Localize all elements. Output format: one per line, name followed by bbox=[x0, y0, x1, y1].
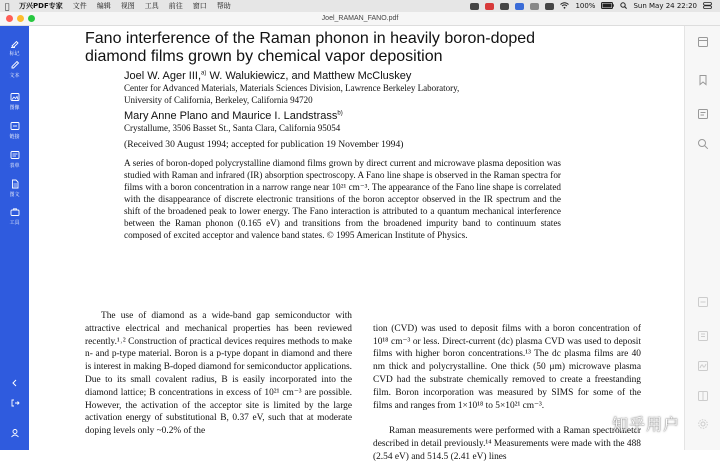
sidebar-item-label: 图文 bbox=[9, 192, 20, 198]
author-names: W. Walukiewicz, and Matthew McCluskey bbox=[206, 70, 412, 82]
comment-icon[interactable] bbox=[697, 108, 709, 120]
sidebar-item-image[interactable] bbox=[0, 92, 29, 111]
authors-line-1 bbox=[124, 70, 411, 82]
menubar-status-area bbox=[470, 2, 720, 11]
pdf-page-view[interactable] bbox=[29, 26, 684, 462]
collapse-icon bbox=[10, 378, 20, 388]
affiliation-line: University of California, Berkeley, California 94720 bbox=[124, 94, 313, 105]
status-app-icon[interactable] bbox=[500, 3, 509, 10]
sidebar-item-tools[interactable] bbox=[0, 207, 29, 226]
menu-edit[interactable]: 编辑 bbox=[96, 2, 111, 10]
window-title: Joel_RAMAN_FANO.pdf bbox=[321, 15, 399, 22]
settings-icon[interactable] bbox=[697, 418, 709, 430]
sidebar-item-form[interactable] bbox=[0, 150, 29, 169]
paragraph: tion (CVD) was used to deposit films with a boron concentration of 10¹⁸ cm⁻³ or less. Direct-current (dc) plasma CVD was used to deposit films with higher boron concentrations.¹³ The dc plasma films are 40 nm thick and polycrystalline. One thick (50 μm) microwave plasma CVD had the substrate chemically removed to create a freestanding film. Boron incorporation was measured by SIMS for some of the films and ranges from 1×10¹⁸ to 5×10²¹ cm⁻³. bbox=[373, 323, 641, 411]
sidebar-navigation-button[interactable] bbox=[0, 398, 29, 410]
footnote-marker: b) bbox=[337, 110, 343, 117]
macos-menubar bbox=[0, 0, 720, 12]
affiliation-line: Center for Advanced Materials, Materials Sciences Division, Lawrence Berkeley Laboratory, bbox=[124, 83, 460, 93]
toolbox-icon bbox=[10, 207, 20, 217]
wifi-icon[interactable] bbox=[560, 2, 569, 11]
pen-icon bbox=[10, 60, 20, 70]
abstract: A series of boron-doped polycrystalline diamond films grown by direct current and microwave plasma deposition was studied with Raman and infrared (IR) absorption spectroscopy. A Fano line shape is observed in the Raman spectra for films with a boron concentration in a narrow range near 10²¹ cm⁻³. The appearance of the Fano line shape is correlated with the disappearance of discrete electronic transitions of the boron acceptor observed in the IR spectrum and the shift of the broadened peak to lower energy. The Fano interaction is attributed to a quantum mechanical interference between the Raman phonon (0.165 eV) and transitions from the broadened impurity band to continuum states composed of excited acceptor and valence band states. © 1995 American Institute of Physics. bbox=[124, 158, 561, 240]
menu-tools[interactable]: 工具 bbox=[144, 2, 159, 10]
body-column-right bbox=[373, 310, 641, 476]
control-center-icon[interactable] bbox=[703, 2, 712, 11]
watermark: 知乎用户 bbox=[612, 415, 681, 434]
body-column-left: The use of diamond as a wide-band gap semiconductor with attractive electrical and mechanical properties has been reviewed recently.¹˒² Construction of practical devices requires methods to make n- and p-type material. Boron is a p-type dopant in diamond and there is interest in making B-doped diamond for semiconductor applications. Due to its small covalent radius, B is easily incorporated into the diamond lattice; B concentrations in excess of 10²¹ cm⁻³ are possible. However, the activation of the acceptor site is limited by the large activation energy of substitutional B, 0.37 eV, such that at moderate doping levels only ~0.2% of the bbox=[85, 311, 352, 437]
apple-menu-icon[interactable] bbox=[0, 2, 14, 11]
search-icon[interactable] bbox=[620, 2, 627, 11]
window-titlebar bbox=[0, 12, 720, 26]
attachment-icon[interactable] bbox=[697, 330, 709, 342]
bookmark-icon[interactable] bbox=[697, 74, 709, 86]
right-panel-toolbar bbox=[684, 26, 720, 450]
page-thumbnail-icon[interactable] bbox=[697, 36, 709, 48]
author-names: Mary Anne Plano and Maurice I. Landstrass bbox=[124, 110, 338, 122]
highlight-icon bbox=[10, 38, 20, 48]
status-app-icon[interactable] bbox=[530, 3, 539, 10]
author-name: Joel W. Ager III, bbox=[124, 70, 202, 82]
status-app-icon[interactable] bbox=[485, 3, 494, 10]
sidebar-item-label: 图像 bbox=[9, 105, 20, 111]
window-controls bbox=[0, 15, 35, 22]
paper-title: Fano interference of the Raman phonon in heavily boron-doped diamond films grown by chemical vapor deposition bbox=[85, 30, 536, 65]
battery-percent: 100% bbox=[575, 2, 596, 10]
doc-icon bbox=[10, 179, 20, 189]
menu-window[interactable]: 窗口 bbox=[192, 2, 207, 10]
image-icon bbox=[10, 92, 20, 102]
user-icon bbox=[10, 428, 20, 438]
authors-line-2 bbox=[124, 110, 343, 122]
sidebar-item-label: 链接 bbox=[9, 134, 20, 140]
account-button[interactable] bbox=[0, 428, 29, 440]
affiliation-2: Crystallume, 3506 Basset St., Santa Clara, California 95054 bbox=[124, 123, 341, 133]
sidebar-item-label: 表单 bbox=[9, 163, 20, 169]
sidebar-item-link[interactable] bbox=[0, 121, 29, 140]
menu-file[interactable]: 文件 bbox=[72, 2, 87, 10]
menu-app-name[interactable]: 万兴PDF专家 bbox=[19, 2, 63, 10]
link-icon bbox=[10, 121, 20, 131]
menu-view[interactable]: 视图 bbox=[120, 2, 135, 10]
menu-go[interactable]: 前往 bbox=[168, 2, 183, 10]
sidebar-item-label: 文本 bbox=[9, 73, 20, 79]
compare-icon[interactable] bbox=[697, 390, 709, 402]
status-app-icon[interactable] bbox=[470, 3, 479, 10]
left-tool-sidebar bbox=[0, 26, 29, 450]
received-dates: (Received 30 August 1994; accepted for publication 19 November 1994) bbox=[124, 139, 404, 150]
sidebar-item-label: 标记 bbox=[9, 51, 20, 57]
exit-icon bbox=[10, 398, 20, 408]
sidebar-item-text[interactable] bbox=[0, 60, 29, 79]
affiliation-1 bbox=[124, 83, 459, 106]
sidebar-item-label: 工具 bbox=[9, 220, 20, 226]
paragraph: Raman measurements were performed with a Raman spectrometer described in detail previously.¹⁴ Measurements were made with the 488 (2.54 eV) and 514.5 (2.41 eV) lines bbox=[373, 426, 641, 462]
menu-help[interactable]: 帮助 bbox=[216, 2, 231, 10]
battery-icon[interactable] bbox=[601, 2, 614, 11]
sidebar-item-markup[interactable] bbox=[0, 38, 29, 57]
zoom-window-button[interactable] bbox=[28, 15, 35, 22]
footnote-marker: a) bbox=[201, 70, 207, 77]
menubar-clock[interactable]: Sun May 24 22:20 bbox=[633, 2, 697, 10]
collapse-sidebar-button[interactable] bbox=[0, 378, 29, 390]
status-app-icon[interactable] bbox=[515, 3, 524, 10]
signature-icon[interactable] bbox=[697, 360, 709, 372]
sidebar-item-doc[interactable] bbox=[0, 179, 29, 198]
close-window-button[interactable] bbox=[6, 15, 13, 22]
search-icon[interactable] bbox=[697, 138, 709, 150]
properties-icon[interactable] bbox=[697, 296, 709, 308]
form-icon bbox=[10, 150, 20, 160]
status-app-icon[interactable] bbox=[545, 3, 554, 10]
minimize-window-button[interactable] bbox=[17, 15, 24, 22]
